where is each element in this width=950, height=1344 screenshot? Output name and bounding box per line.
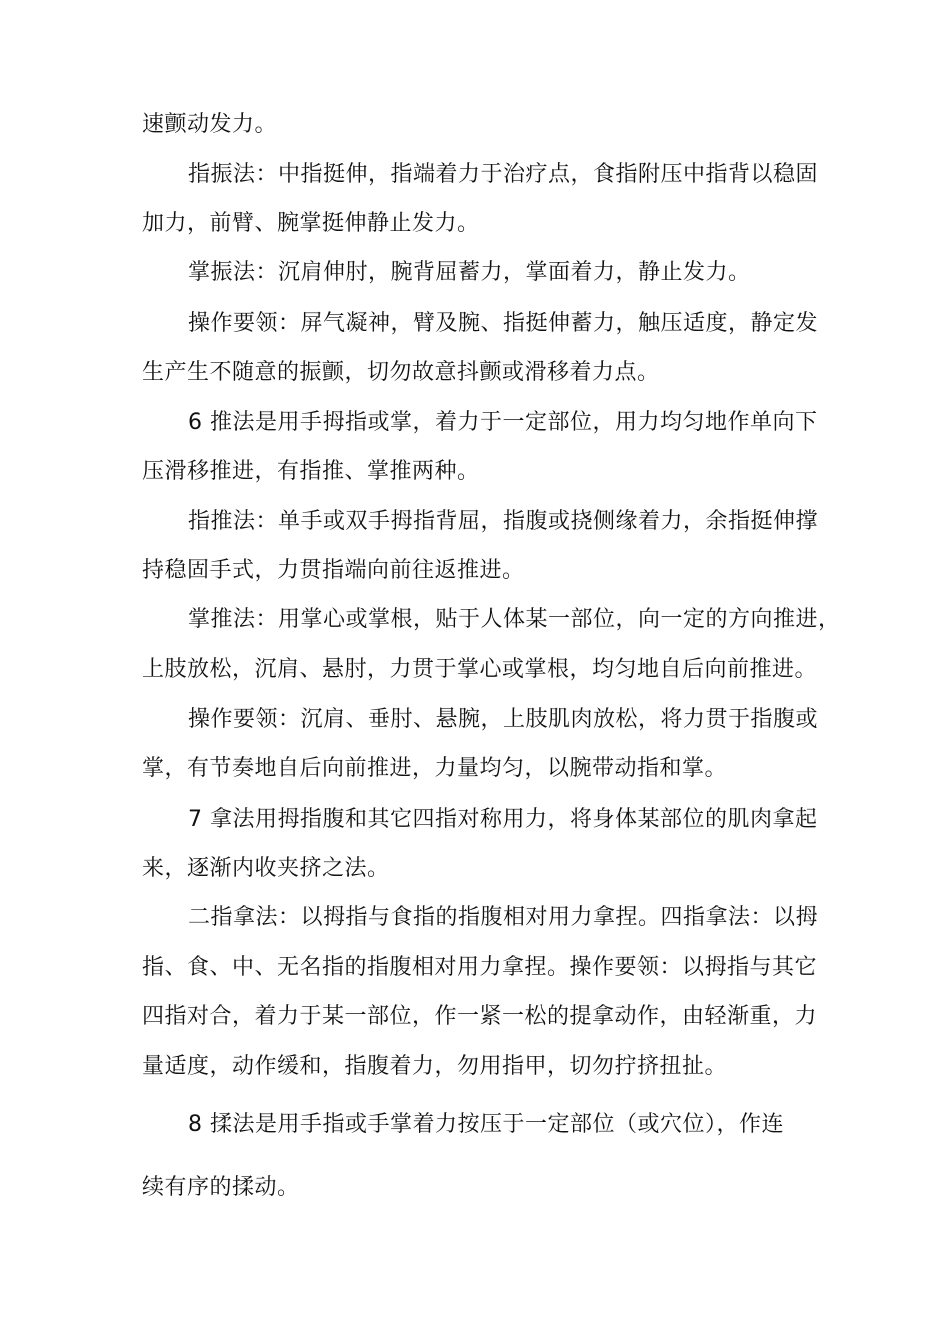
- text-line: 掌，有节奏地自后向前推进，力量均匀，以腕带动指和掌。: [142, 756, 728, 781]
- text-line: 指振法：中指挺伸，指端着力于治疗点，食指附压中指背以稳固: [188, 162, 819, 187]
- text-line: 二指拿法：以拇指与食指的指腹相对用力拿捏。四指拿法：以拇: [188, 905, 819, 930]
- text-line: 掌推法：用掌心或掌根，贴于人体某一部位，向一定的方向推进，: [188, 607, 841, 632]
- text-line: 操作要领：沉肩、垂肘、悬腕，上肢肌肉放松，将力贯于指腹或: [188, 707, 819, 732]
- text-line: 速颤动发力。: [142, 112, 278, 137]
- text-line: 加力，前臂、腕掌挺伸静止发力。: [142, 211, 480, 236]
- text-line: 8 揉法是用手指或手掌着力按压于一定部位（或穴位），作连: [188, 1112, 784, 1137]
- text-line: 生产生不随意的振颤，切勿故意抖颤或滑移着力点。: [142, 360, 660, 385]
- text-line: 操作要领：屏气凝神，臂及腕、指挺伸蓄力，触压适度，静定发: [188, 311, 819, 336]
- text-line: 7 拿法用拇指腹和其它四指对称用力，将身体某部位的肌肉拿起: [188, 807, 818, 832]
- text-line: 6 推法是用手拇指或掌，着力于一定部位，用力均匀地作单向下: [188, 410, 818, 435]
- text-line: 来，逐渐内收夹挤之法。: [142, 856, 390, 881]
- text-line: 指、食、中、无名指的指腹相对用力拿捏。操作要领：以拇指与其它: [142, 955, 818, 980]
- text-line: 上肢放松，沉肩、悬肘，力贯于掌心或掌根，均匀地自后向前推进。: [142, 657, 818, 682]
- text-line: 掌振法：沉肩伸肘，腕背屈蓄力，掌面着力，静止发力。: [188, 260, 751, 285]
- text-line: 量适度，动作缓和，指腹着力，勿用指甲，切勿拧挤扭扯。: [142, 1054, 728, 1079]
- text-line: 四指对合，着力于某一部位，作一紧一松的提拿动作，由轻渐重，力: [142, 1004, 818, 1029]
- text-line: 持稳固手式，力贯指端向前往返推进。: [142, 558, 525, 583]
- text-line: 指推法：单手或双手拇指背屈，指腹或挠侧缘着力，余指挺伸撑: [188, 509, 819, 534]
- text-line: 压滑移推进，有指推、掌推两种。: [142, 459, 480, 484]
- text-line: 续有序的揉动。: [142, 1175, 300, 1200]
